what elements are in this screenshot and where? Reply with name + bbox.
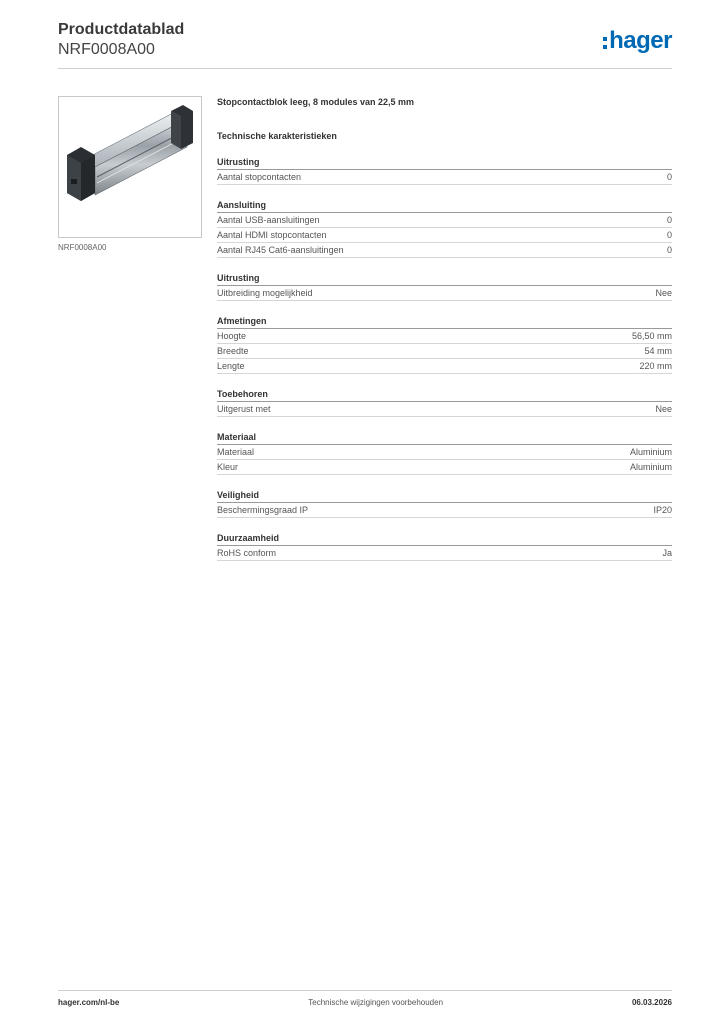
spec-row (217, 344, 672, 359)
footer-divider (58, 990, 672, 991)
document-footer (58, 998, 672, 1007)
spec-value: Nee (655, 288, 672, 298)
spec-label: Aantal HDMI stopcontacten (217, 230, 327, 240)
section-title: Aansluiting (217, 199, 672, 213)
section-title: Uitrusting (217, 156, 672, 170)
document-date: 06.03.2026 (631, 998, 672, 1007)
spec-label: Hoogte (217, 331, 247, 341)
spec-value: Aluminium (629, 447, 672, 457)
spec-label: Beschermingsgraad IP (217, 505, 309, 515)
product-image (58, 96, 202, 238)
spec-label: RoHS conform (217, 548, 277, 558)
spec-value: IP20 (653, 505, 672, 515)
hager-logo (603, 28, 672, 54)
spec-row (217, 170, 672, 185)
spec-row (217, 329, 672, 344)
spec-value: 56,50 mm (631, 331, 672, 341)
spec-section (217, 315, 672, 374)
logo-text: hager (609, 27, 672, 54)
spec-label: Kleur (217, 462, 239, 472)
spec-value: Aluminium (629, 462, 672, 472)
spec-section (217, 156, 672, 185)
spec-label: Uitbreiding mogelijkheid (217, 288, 313, 298)
section-title: Duurzaamheid (217, 532, 672, 546)
section-title: Veiligheid (217, 489, 672, 503)
spec-row (217, 546, 672, 561)
product-description: Stopcontactblok leeg, 8 modules van 22,5 mm (217, 97, 415, 107)
section-title: Afmetingen (217, 315, 672, 329)
spec-row (217, 286, 672, 301)
document-title: Productdatablad (58, 21, 185, 38)
document-header (58, 20, 184, 60)
article-number: NRF0008A00 (58, 41, 155, 58)
spec-value: Ja (662, 548, 672, 558)
spec-value: 0 (666, 172, 672, 182)
spec-row (217, 460, 672, 475)
spec-row (217, 243, 672, 258)
spec-value: 0 (666, 230, 672, 240)
spec-row (217, 503, 672, 518)
spec-value: Nee (655, 404, 672, 414)
spec-row (217, 402, 672, 417)
logo-dots-icon (603, 37, 607, 49)
spec-label: Aantal stopcontacten (217, 172, 302, 182)
spec-section (217, 388, 672, 417)
spec-section (217, 532, 672, 561)
spec-section (217, 199, 672, 258)
section-title: Materiaal (217, 431, 672, 445)
spec-label: Breedte (217, 346, 249, 356)
spec-row (217, 359, 672, 374)
spec-label: Uitgerust met (217, 404, 271, 414)
spec-value: 220 mm (639, 361, 672, 371)
section-title: Uitrusting (217, 272, 672, 286)
image-caption: NRF0008A00 (58, 243, 107, 252)
spec-value: 0 (666, 215, 672, 225)
spec-row (217, 213, 672, 228)
product-image-illustration (59, 97, 201, 237)
disclaimer: Technische wijzigingen voorbehouden (308, 998, 444, 1007)
specifications (217, 96, 672, 561)
spec-section (217, 489, 672, 518)
spec-row (217, 445, 672, 460)
spec-section (217, 272, 672, 301)
spec-value: 0 (666, 245, 672, 255)
website-link[interactable]: hager.com/nl-be (58, 998, 120, 1007)
spec-section (217, 431, 672, 475)
spec-row (217, 228, 672, 243)
section-title: Toebehoren (217, 388, 672, 402)
spec-value: 54 mm (644, 346, 672, 356)
spec-label: Lengte (217, 361, 245, 371)
header-divider (58, 68, 672, 69)
spec-label: Aantal USB-aansluitingen (217, 215, 320, 225)
technical-characteristics-heading: Technische karakteristieken (217, 131, 337, 141)
spec-label: Aantal RJ45 Cat6-aansluitingen (217, 245, 344, 255)
spec-label: Materiaal (217, 447, 255, 457)
